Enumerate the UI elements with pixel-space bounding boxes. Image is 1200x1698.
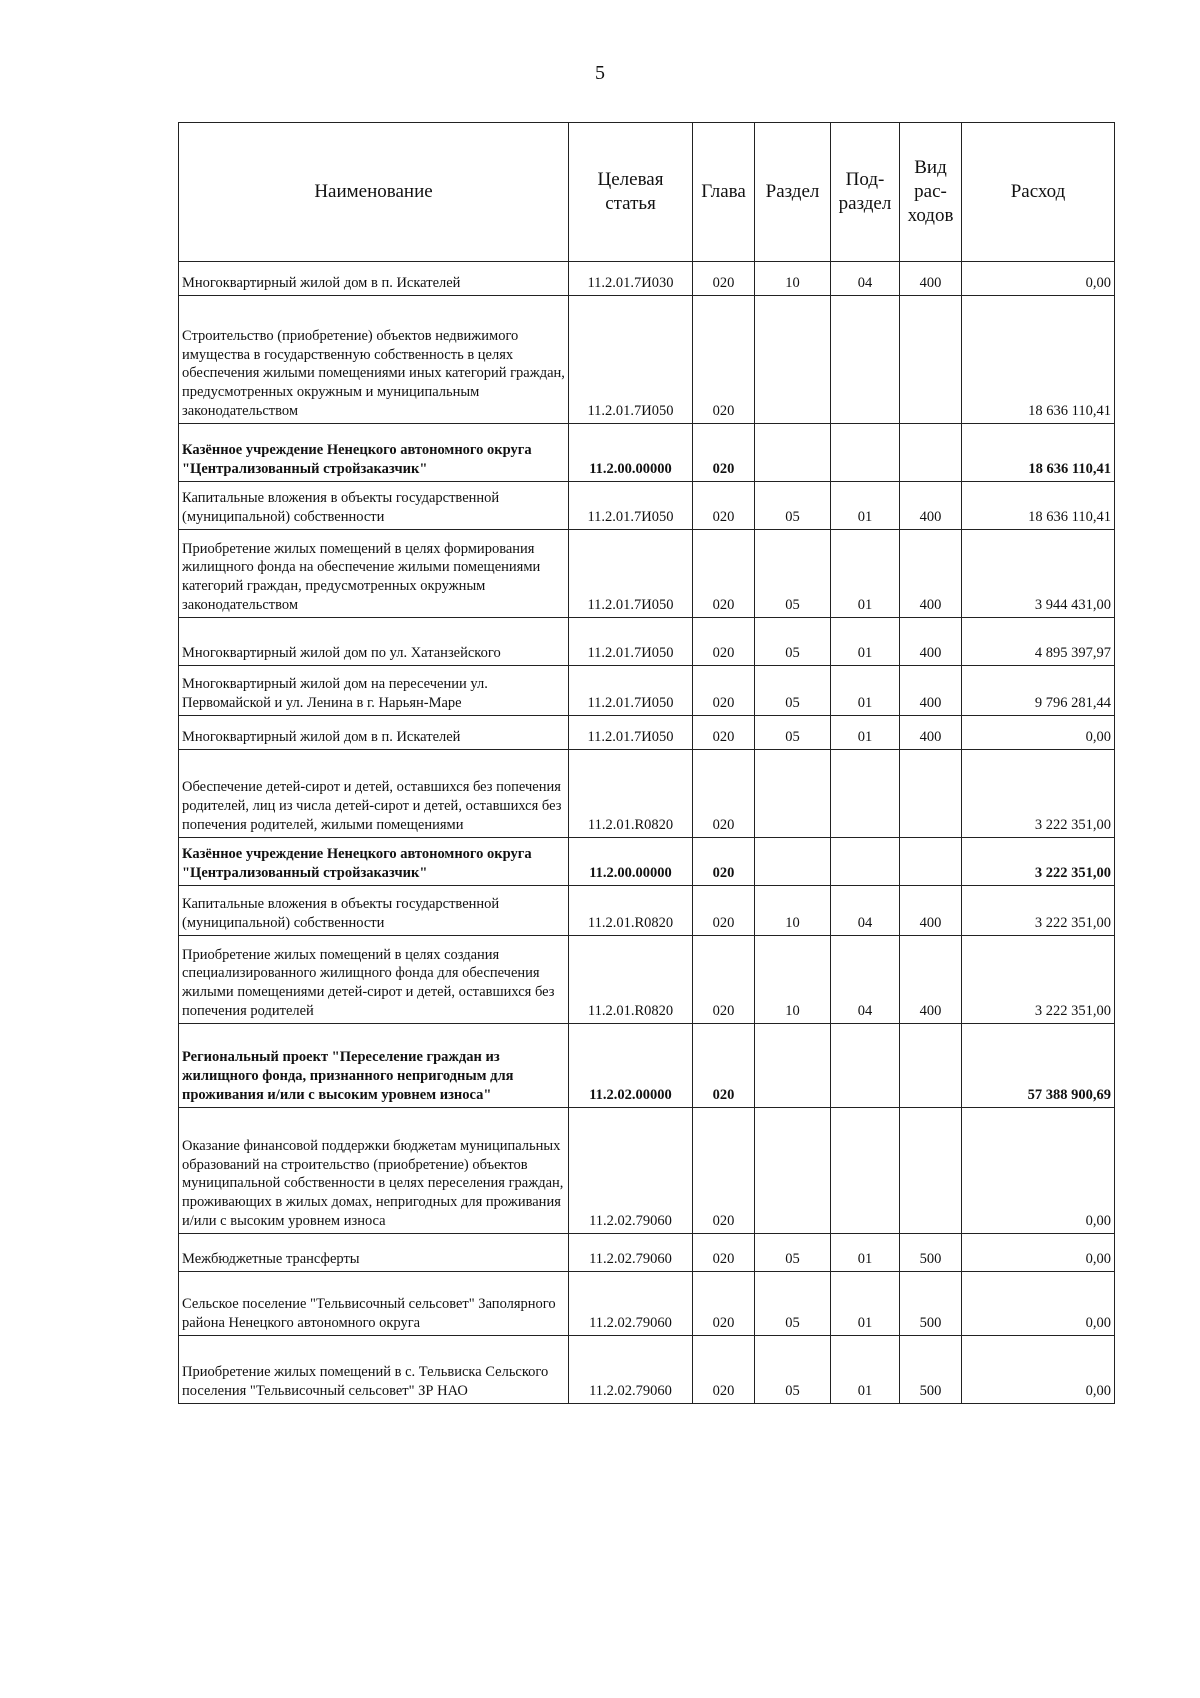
cell-name: Строительство (приобретение) объектов недвижимого имущества в государственную собственность в целях обеспечения жилыми помещениями иных категорий граждан, предусмотренных окружным и муниципальным законодательством [179, 296, 569, 424]
cell-amount: 18 636 110,41 [962, 482, 1115, 530]
cell-chapter: 020 [693, 1272, 755, 1336]
cell-section: 05 [755, 1336, 831, 1404]
cell-name: Казённое учреждение Ненецкого автономного округа "Централизованный стройзаказчик" [179, 838, 569, 886]
cell-section: 10 [755, 936, 831, 1024]
table-row [179, 716, 1115, 750]
cell-name: Многоквартирный жилой дом по ул. Хатанзейского [179, 618, 569, 666]
table-row [179, 296, 1115, 424]
cell-name: Многоквартирный жилой дом в п. Искателей [179, 262, 569, 296]
cell-subsection: 01 [831, 1272, 900, 1336]
table-row [179, 1336, 1115, 1404]
cell-section [755, 750, 831, 838]
cell-target: 11.2.01.7И050 [569, 530, 693, 618]
cell-section: 10 [755, 886, 831, 936]
cell-amount: 18 636 110,41 [962, 296, 1115, 424]
header-target: Целевая статья [569, 123, 693, 262]
cell-amount: 0,00 [962, 1234, 1115, 1272]
table-row [179, 530, 1115, 618]
cell-expense-type [900, 750, 962, 838]
cell-section: 10 [755, 262, 831, 296]
cell-target: 11.2.01.7И050 [569, 482, 693, 530]
table-row [179, 886, 1115, 936]
cell-chapter: 020 [693, 424, 755, 482]
header-amount: Расход [962, 123, 1115, 262]
cell-subsection [831, 296, 900, 424]
cell-name: Приобретение жилых помещений в целях формирования жилищного фонда на обеспечение жилыми помещениями категорий граждан, предусмотренных окружным законодательством [179, 530, 569, 618]
cell-subsection: 01 [831, 530, 900, 618]
table-row [179, 1024, 1115, 1108]
cell-amount: 3 222 351,00 [962, 838, 1115, 886]
cell-subsection [831, 1108, 900, 1234]
cell-amount: 9 796 281,44 [962, 666, 1115, 716]
cell-amount: 4 895 397,97 [962, 618, 1115, 666]
cell-subsection [831, 750, 900, 838]
cell-subsection: 01 [831, 618, 900, 666]
cell-chapter: 020 [693, 1024, 755, 1108]
cell-expense-type [900, 1108, 962, 1234]
cell-chapter: 020 [693, 482, 755, 530]
cell-section [755, 838, 831, 886]
cell-amount: 0,00 [962, 1272, 1115, 1336]
cell-chapter: 020 [693, 618, 755, 666]
cell-target: 11.2.02.00000 [569, 1024, 693, 1108]
cell-expense-type: 400 [900, 936, 962, 1024]
cell-expense-type: 500 [900, 1336, 962, 1404]
cell-chapter: 020 [693, 530, 755, 618]
cell-amount: 0,00 [962, 1108, 1115, 1234]
cell-target: 11.2.01.R0820 [569, 750, 693, 838]
cell-name: Сельское поселение "Тельвисочный сельсовет" Заполярного района Ненецкого автономного округа [179, 1272, 569, 1336]
cell-amount: 3 222 351,00 [962, 750, 1115, 838]
cell-target: 11.2.01.7И050 [569, 296, 693, 424]
cell-section: 05 [755, 716, 831, 750]
cell-target: 11.2.00.00000 [569, 424, 693, 482]
cell-name: Многоквартирный жилой дом на пересечении ул. Первомайской и ул. Ленина в г. Нарьян-Маре [179, 666, 569, 716]
cell-expense-type [900, 838, 962, 886]
cell-section [755, 1024, 831, 1108]
cell-chapter: 020 [693, 750, 755, 838]
cell-expense-type: 400 [900, 262, 962, 296]
cell-target: 11.2.01.R0820 [569, 936, 693, 1024]
header-subsection: Под-раздел [831, 123, 900, 262]
cell-amount: 0,00 [962, 1336, 1115, 1404]
cell-subsection: 04 [831, 262, 900, 296]
cell-section: 05 [755, 482, 831, 530]
cell-name: Межбюджетные трансферты [179, 1234, 569, 1272]
header-section: Раздел [755, 123, 831, 262]
table-row [179, 838, 1115, 886]
table-body [179, 262, 1115, 1404]
cell-name: Приобретение жилых помещений в целях создания специализированного жилищного фонда для обеспечения жилыми помещениями детей-сирот и детей, оставшихся без попечения родителей [179, 936, 569, 1024]
cell-amount: 0,00 [962, 262, 1115, 296]
cell-expense-type: 400 [900, 886, 962, 936]
cell-chapter: 020 [693, 716, 755, 750]
cell-name: Многоквартирный жилой дом в п. Искателей [179, 716, 569, 750]
cell-section: 05 [755, 666, 831, 716]
cell-amount: 3 222 351,00 [962, 936, 1115, 1024]
cell-subsection [831, 838, 900, 886]
cell-section: 05 [755, 530, 831, 618]
cell-subsection: 01 [831, 666, 900, 716]
cell-expense-type [900, 1024, 962, 1108]
table-row [179, 1234, 1115, 1272]
cell-subsection [831, 424, 900, 482]
cell-target: 11.2.01.R0820 [569, 886, 693, 936]
cell-subsection: 04 [831, 936, 900, 1024]
cell-expense-type: 400 [900, 618, 962, 666]
table-row [179, 618, 1115, 666]
cell-expense-type: 400 [900, 482, 962, 530]
cell-amount: 3 222 351,00 [962, 886, 1115, 936]
cell-chapter: 020 [693, 886, 755, 936]
cell-chapter: 020 [693, 296, 755, 424]
cell-expense-type: 500 [900, 1272, 962, 1336]
cell-chapter: 020 [693, 666, 755, 716]
cell-expense-type: 500 [900, 1234, 962, 1272]
cell-target: 11.2.02.79060 [569, 1234, 693, 1272]
table-row [179, 936, 1115, 1024]
cell-subsection: 01 [831, 1234, 900, 1272]
cell-target: 11.2.01.7И050 [569, 666, 693, 716]
table-row [179, 666, 1115, 716]
table-row [179, 262, 1115, 296]
cell-subsection: 01 [831, 716, 900, 750]
header-name: Наименование [179, 123, 569, 262]
cell-name: Капитальные вложения в объекты государственной (муниципальной) собственности [179, 482, 569, 530]
cell-section [755, 424, 831, 482]
page-number: 5 [595, 62, 605, 84]
cell-expense-type [900, 296, 962, 424]
table-header-row [179, 123, 1115, 262]
table-row [179, 1108, 1115, 1234]
cell-target: 11.2.02.79060 [569, 1336, 693, 1404]
cell-name: Капитальные вложения в объекты государственной (муниципальной) собственности [179, 886, 569, 936]
cell-chapter: 020 [693, 262, 755, 296]
header-expense-type: Вид рас-ходов [900, 123, 962, 262]
cell-expense-type: 400 [900, 530, 962, 618]
cell-target: 11.2.01.7И050 [569, 716, 693, 750]
cell-name: Обеспечение детей-сирот и детей, оставшихся без попечения родителей, лиц из числа детей-сирот и детей, оставшихся без попечения родителей, жилыми помещениями [179, 750, 569, 838]
cell-section: 05 [755, 1272, 831, 1336]
cell-target: 11.2.01.7И050 [569, 618, 693, 666]
cell-name: Оказание финансовой поддержки бюджетам муниципальных образований на строительство (приобретение) объектов муниципальной собственности в целях переселения граждан, проживающих в жилых домах, непригодных для проживания и/или с высоким уровнем износа [179, 1108, 569, 1234]
cell-subsection: 01 [831, 482, 900, 530]
cell-subsection: 01 [831, 1336, 900, 1404]
cell-subsection: 04 [831, 886, 900, 936]
cell-amount: 57 388 900,69 [962, 1024, 1115, 1108]
cell-section: 05 [755, 618, 831, 666]
cell-chapter: 020 [693, 838, 755, 886]
cell-section [755, 1108, 831, 1234]
cell-section: 05 [755, 1234, 831, 1272]
table-row [179, 1272, 1115, 1336]
cell-target: 11.2.01.7И030 [569, 262, 693, 296]
cell-chapter: 020 [693, 936, 755, 1024]
cell-target: 11.2.02.79060 [569, 1272, 693, 1336]
table-row [179, 424, 1115, 482]
cell-name: Приобретение жилых помещений в с. Тельвиска Сельского поселения "Тельвисочный сельсовет" ЗР НАО [179, 1336, 569, 1404]
cell-amount: 18 636 110,41 [962, 424, 1115, 482]
cell-expense-type [900, 424, 962, 482]
cell-chapter: 020 [693, 1108, 755, 1234]
cell-target: 11.2.00.00000 [569, 838, 693, 886]
cell-name: Региональный проект "Переселение граждан из жилищного фонда, признанного непригодным для проживания и/или с высоким уровнем износа" [179, 1024, 569, 1108]
budget-table [178, 122, 1115, 1404]
table-row [179, 482, 1115, 530]
cell-amount: 0,00 [962, 716, 1115, 750]
table-row [179, 750, 1115, 838]
cell-name: Казённое учреждение Ненецкого автономного округа "Централизованный стройзаказчик" [179, 424, 569, 482]
cell-amount: 3 944 431,00 [962, 530, 1115, 618]
cell-chapter: 020 [693, 1234, 755, 1272]
cell-chapter: 020 [693, 1336, 755, 1404]
cell-expense-type: 400 [900, 716, 962, 750]
cell-section [755, 296, 831, 424]
cell-subsection [831, 1024, 900, 1108]
cell-target: 11.2.02.79060 [569, 1108, 693, 1234]
cell-expense-type: 400 [900, 666, 962, 716]
header-chapter: Глава [693, 123, 755, 262]
